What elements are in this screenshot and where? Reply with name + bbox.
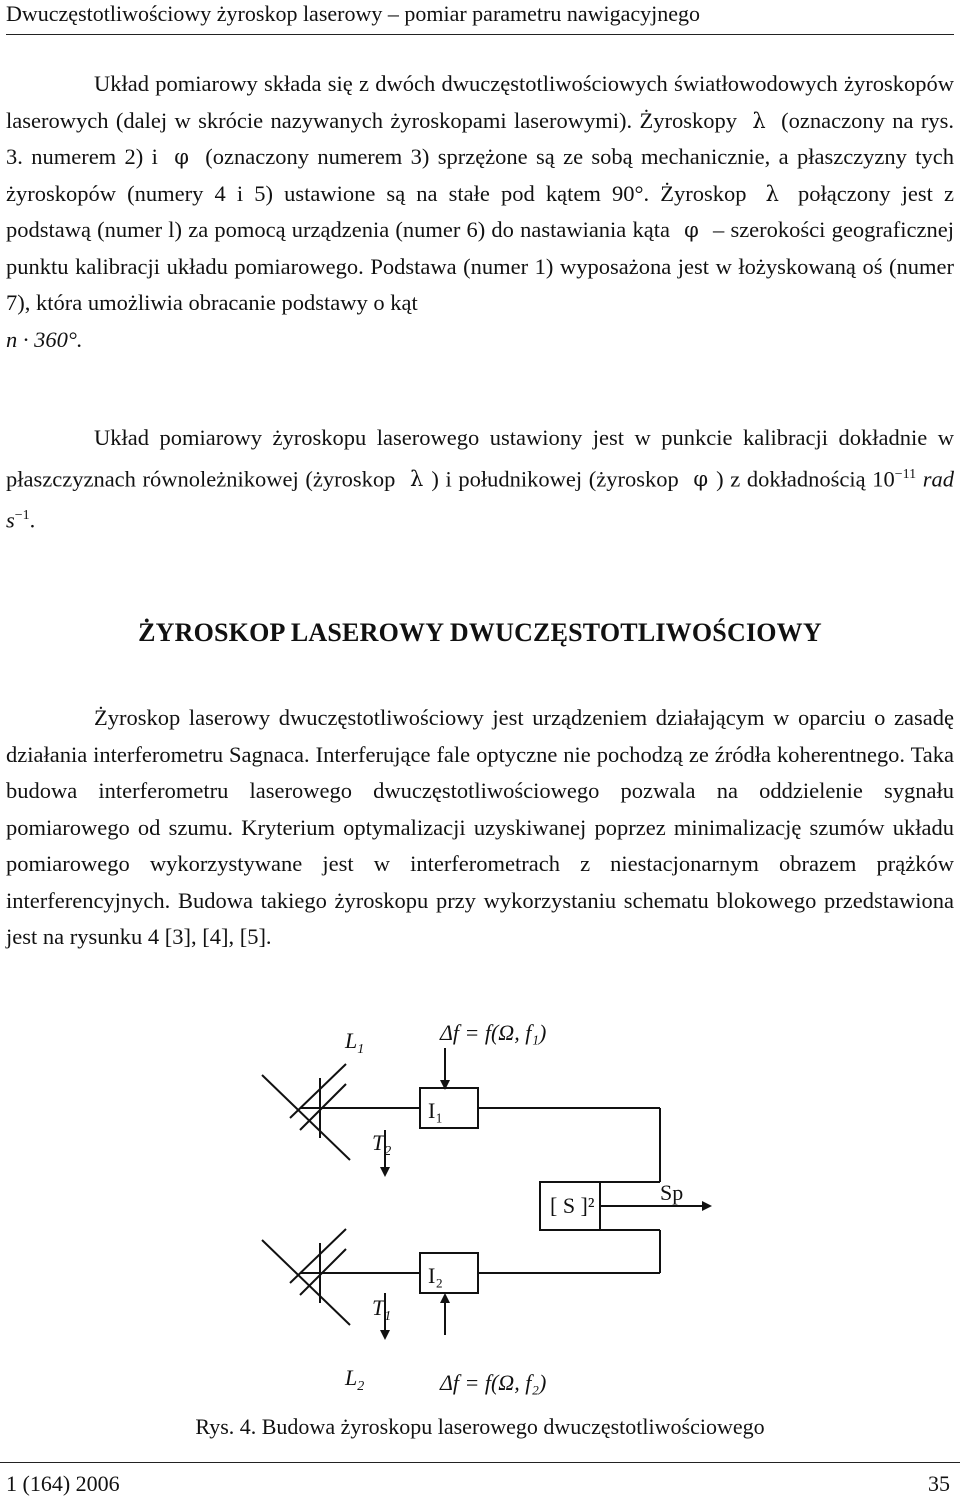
T2-label: $T_2$ [372,1130,392,1159]
p1-text-4: połączony jest z podstawą (numer l) za pomocą urządzenia (numer 6) do nastawiania kąta [6,180,954,242]
accuracy-unit: rad s [6,466,954,532]
angle-formula: n · 360°. [6,326,83,352]
p1-text-5: – szerokości geograficznej punktu kalibracji układu pomiarowego. Podstawa (numer 1) wyposażona jest w łożyskowaną oś (numer 7), która umożliwia obracanie podstawy o kąt [6,217,954,315]
p1-text-2: (oznaczony na rys. 3. numerem 2) i [6,107,954,169]
page-number: 35 [928,1471,950,1496]
Sp-label: Sp [660,1180,684,1205]
paragraph-2 [6,420,954,539]
p1-text-1: Układ pomiarowy składa się z dwóch dwuczęstotliwościowych światłowodowych żyroskopów laserowych (dalej w skrócie nazywanych żyroskopami laserowymi). Żyroskopy [6,71,954,133]
section-title: ŻYROSKOP LASEROWY DWUCZĘSTOTLIWOŚCIOWY [138,618,822,647]
I1-label: I₁ [428,1098,443,1123]
eq1-label: Δf = f(Ω, f₁) [440,1020,547,1045]
paragraph-3: Żyroskop laserowy dwuczęstotliwościowy jest urządzeniem działającym w oparciu o zasadę działania interferometru Sagnaca. Interferujące fale optyczne nie pochodzą ze źródła koherentnego. Taka budowa interferometru laserowego dwuczęstotliwościowego pozwala na oddzielenie sygnału pomiarowego od szumu. Kryterium optymalizacji uzyskiwanej poprzez minimalizację szumów układu pomiarowego wykorzystywane jest w interferometrach z niestacjonarnym obrazem prążków interferencyjnych. Budowa takiego żyroskopu przy wykorzystaniu schematu blokowego przedstawiona jest na rysunku 4 [3], [4], [5]. [6,705,954,949]
phi-symbol: φ [693,467,709,491]
phi-symbol: φ [684,218,699,242]
paragraph-1 [6,66,954,358]
p2-text-2: ) i południkowej (żyroskop [431,466,686,491]
p2-text-3: ) z dokładnością [716,466,873,491]
page-footer [0,1462,960,1507]
figure-caption: Rys. 4. Budowa żyroskopu laserowego dwuczęstotliwościowego [195,1414,765,1439]
header-title: Dwuczęstotliwościowy żyroskop laserowy – pomiar parametru nawigacyjnego [6,1,701,26]
T1-label: $T_1$ [372,1295,392,1324]
accuracy-base: 10 [872,466,895,491]
eq2-label: Δf = f(Ω, f₂) [440,1370,547,1395]
running-header [6,0,954,35]
lambda-symbol: λ [752,108,766,133]
I2-label: I₂ [428,1263,443,1288]
issue-number: 1 (164) 2006 [6,1471,120,1496]
gyroscope-block-diagram [0,1010,960,1410]
unit-exponent: −1 [14,507,30,523]
lambda-symbol: λ [765,181,779,206]
p2-end: . [29,507,36,532]
L2-label: $L_2$ [345,1365,365,1394]
accuracy-exponent: −11 [894,466,917,482]
S-label: [ S ]² [550,1193,595,1218]
L1-label: $L_1$ [345,1028,365,1057]
upper-mirror-left [262,1075,350,1160]
p2-text-1: Układ pomiarowy żyroskopu laserowego ustawiony jest w punkcie kalibracji dokładnie w płaszczyznach równoleżnikowej (żyroskop [6,425,954,491]
phi-symbol: φ [174,145,189,169]
lambda-symbol: λ [410,467,424,491]
lower-mirror-left [262,1240,350,1325]
p1-text-3: (oznaczony numerem 3) sprzężone są ze sobą mechanicznie, a płaszczyzny tych żyroskopów (numery 4 i 5) ustawione są na stałe pod kątem 90°. Żyroskop [6,144,954,206]
